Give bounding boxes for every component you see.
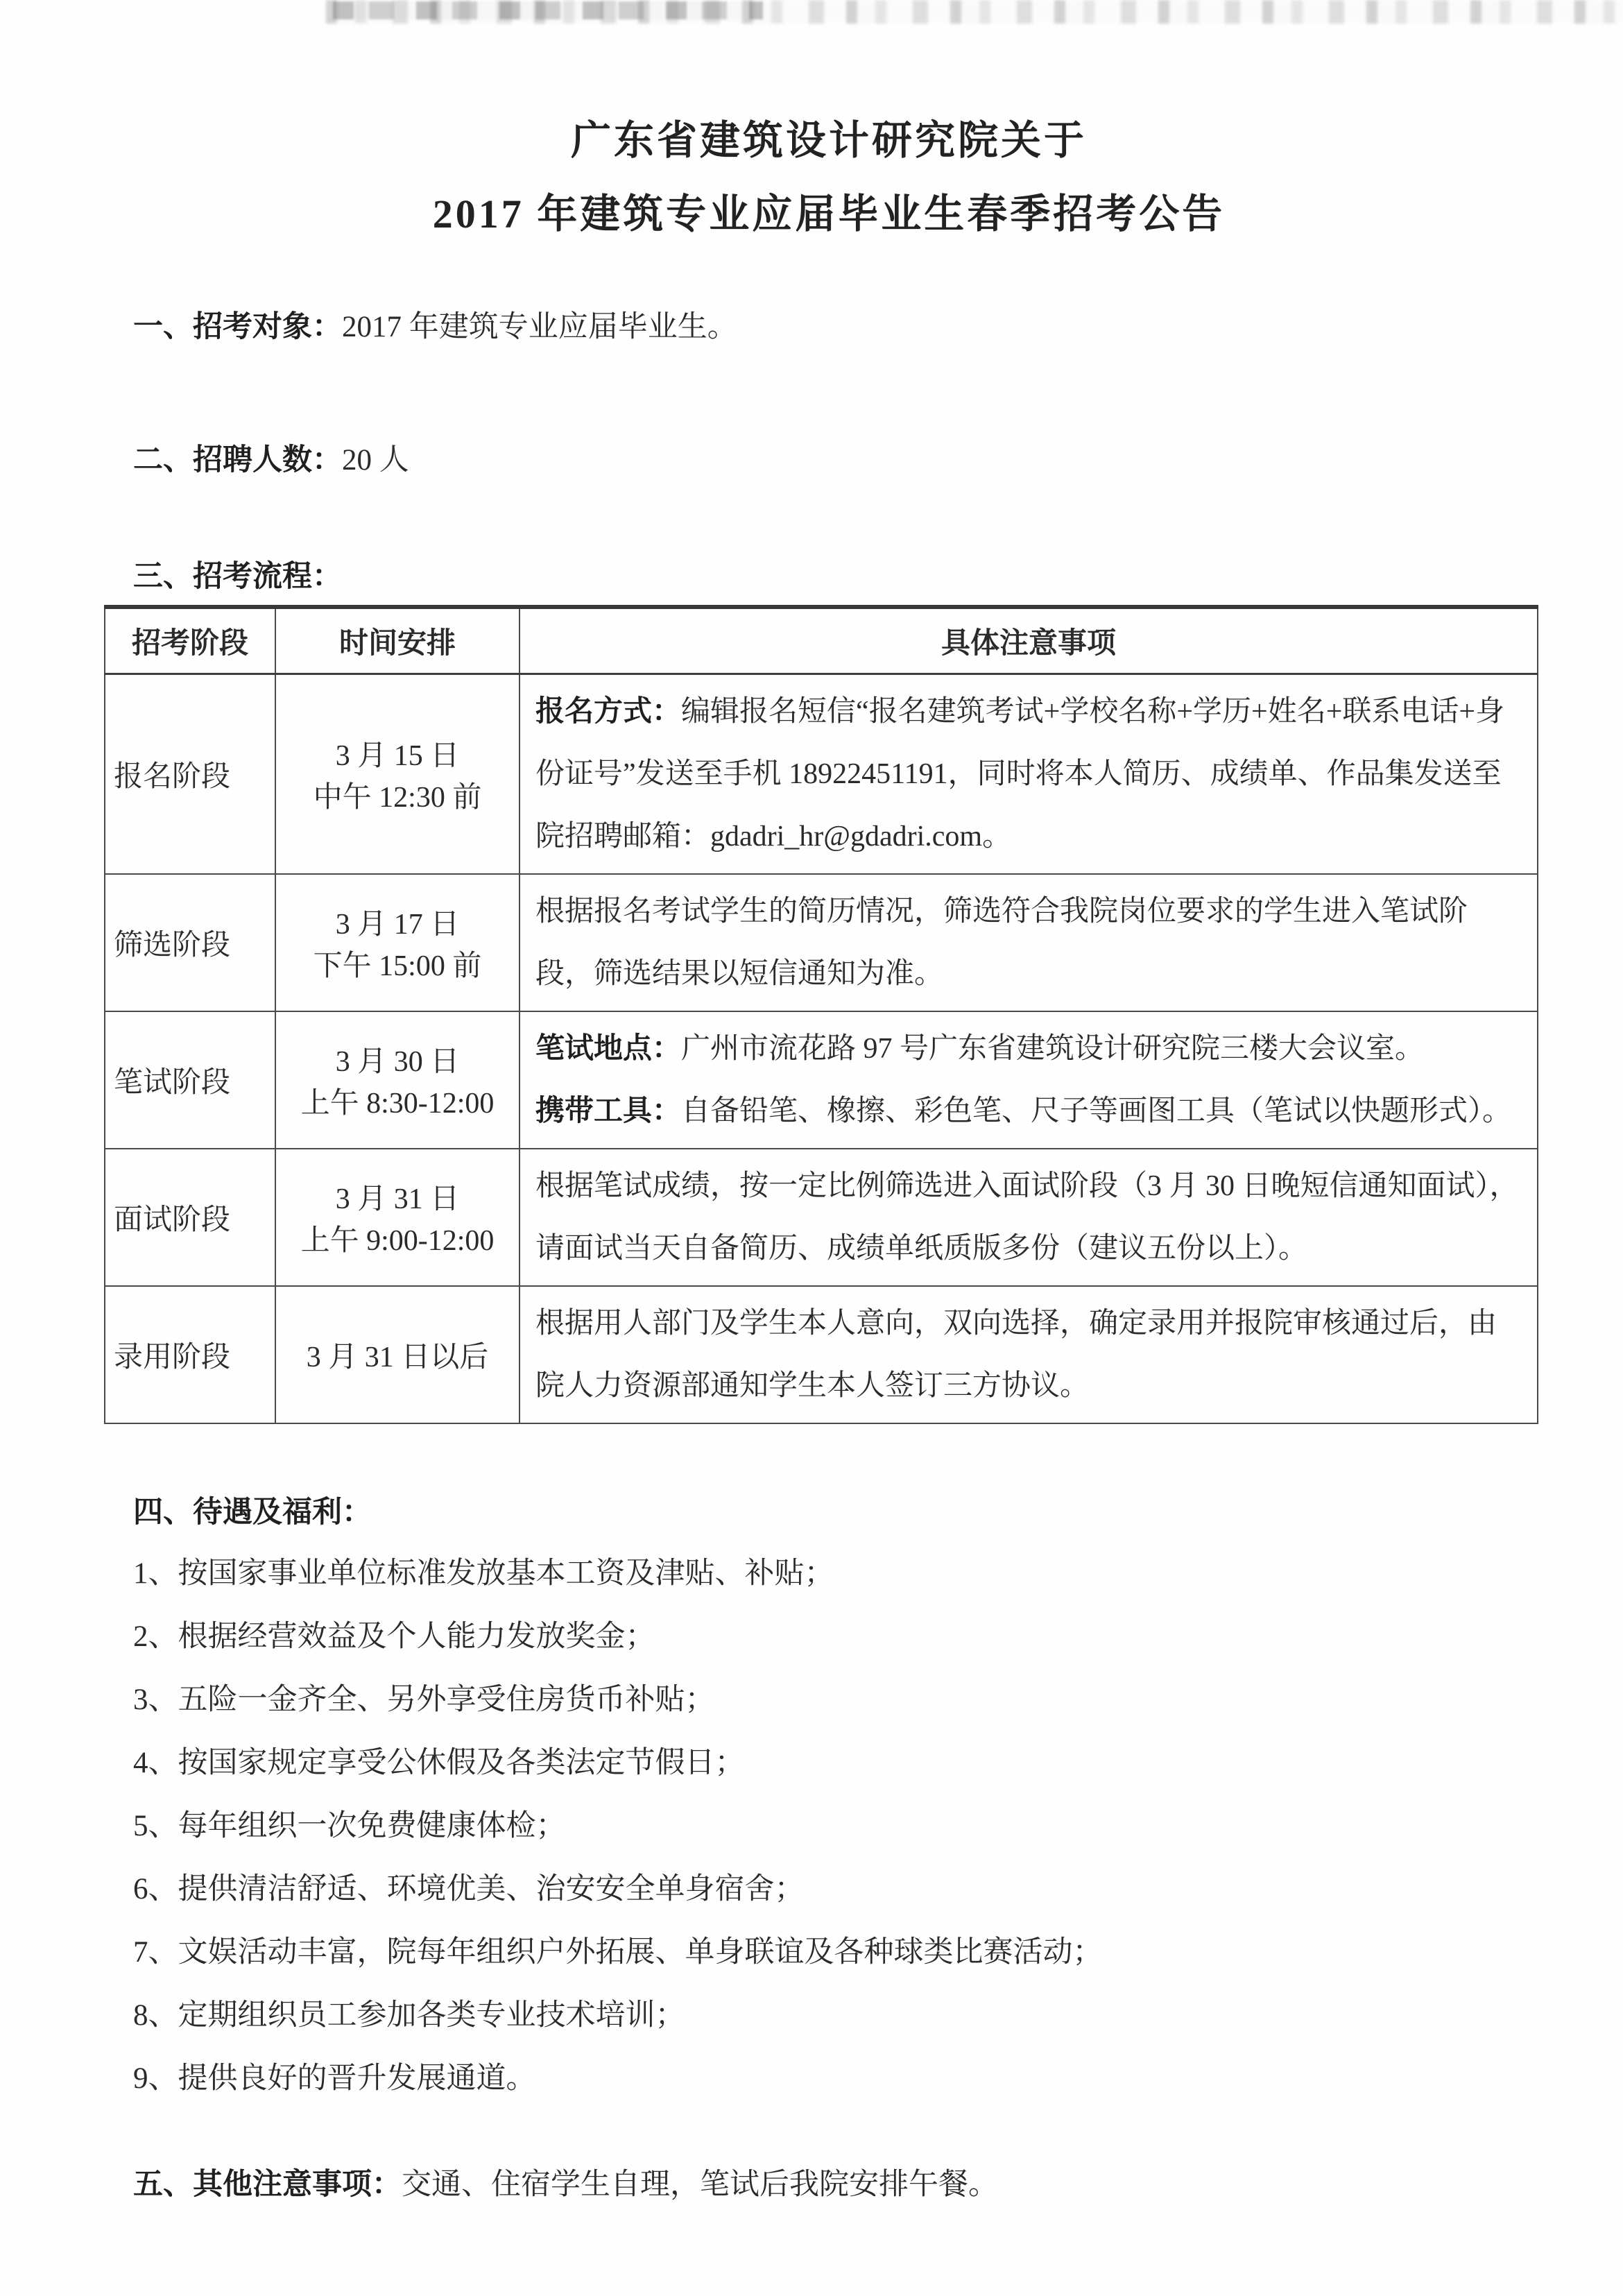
- detail-cell: [519, 1149, 1538, 1286]
- detail-cell: [519, 1011, 1538, 1149]
- recruitment-process-table: [104, 605, 1538, 1424]
- benefit-item: 2、根据经营效益及个人能力发放奖金；: [133, 1620, 655, 1653]
- benefit-item: 1、按国家事业单位标准发放基本工资及津贴、补贴；: [133, 1557, 834, 1590]
- stage-cell: 笔试阶段: [105, 1011, 275, 1149]
- detail-lead: 携带工具：: [535, 1095, 682, 1127]
- section-5-text: 交通、住宿学生自理，笔试后我院安排午餐。: [402, 2168, 998, 2201]
- table-row: [105, 1149, 1538, 1286]
- detail-text: 根据用人部门及学生本人意向，双向选择，确定录用并报院审核通过后，由院人力资源部通知学生本人签订三方协议。: [535, 1308, 1497, 1402]
- time-line: 下午 15:00 前: [313, 950, 482, 982]
- table-row: [105, 1286, 1538, 1423]
- section-1-label: 一、招考对象：: [133, 311, 342, 343]
- time-cell: [275, 1286, 519, 1423]
- detail-text: 根据报名考试学生的简历情况，筛选符合我院岗位要求的学生进入笔试阶段，筛选结果以短信通知为准。: [535, 896, 1468, 990]
- section-benefits-heading: [133, 1493, 1526, 1532]
- benefit-item: 4、按国家规定享受公休假及各类法定节假日；: [133, 1747, 745, 1779]
- time-cell: [275, 1149, 519, 1286]
- table-row: [105, 874, 1538, 1011]
- time-line: 中午 12:30 前: [313, 782, 482, 814]
- table-row: [105, 674, 1538, 875]
- scan-artifact: [333, 1, 763, 19]
- stage-cell: 筛选阶段: [105, 874, 275, 1011]
- benefit-item: 6、提供清洁舒适、环境优美、治安安全单身宿舍；: [133, 1873, 805, 1905]
- time-cell: [275, 1011, 519, 1149]
- header-time: 时间安排: [275, 607, 519, 674]
- detail-cell: [519, 874, 1538, 1011]
- time-line: 3 月 30 日: [335, 1046, 460, 1078]
- section-4-label: 四、待遇及福利：: [133, 1496, 372, 1529]
- detail-text: 自备铅笔、橡擦、彩色笔、尺子等画图工具（笔试以快题形式）。: [681, 1095, 1512, 1127]
- header-notes: 具体注意事项: [519, 607, 1538, 674]
- header-stage: 招考阶段: [105, 607, 275, 674]
- detail-text: 广州市流花路 97 号广东省建筑设计研究院三楼大会议室。: [681, 1033, 1425, 1065]
- benefit-item: 8、定期组织员工参加各类专业技术培训；: [133, 1999, 685, 2032]
- time-line: 上午 8:30-12:00: [300, 1088, 495, 1120]
- time-lines: [280, 1038, 515, 1122]
- detail-paragraph: [535, 1080, 1522, 1142]
- stage-cell: 报名阶段: [105, 674, 275, 875]
- time-line: 上午 9:00-12:00: [300, 1225, 495, 1257]
- time-lines: [280, 1176, 515, 1259]
- time-lines: [280, 1334, 515, 1376]
- section-2-label: 二、招聘人数：: [133, 444, 342, 477]
- detail-cell: [519, 1286, 1538, 1423]
- benefit-item: 3、五险一金齐全、另外享受住房货币补贴；: [133, 1684, 715, 1716]
- benefit-item: 9、提供良好的晋升发展通道。: [133, 2062, 536, 2095]
- section-other-notes: [133, 2166, 1526, 2204]
- section-5-label: 五、其他注意事项：: [133, 2168, 402, 2201]
- table-row: [105, 1011, 1538, 1149]
- benefit-item: 7、文娱活动丰富，院每年组织户外拓展、单身联谊及各种球类比赛活动；: [133, 1936, 1103, 1969]
- benefit-item: 5、每年组织一次免费健康体检；: [133, 1810, 566, 1842]
- detail-lead: 笔试地点：: [535, 1033, 682, 1065]
- time-line: 3 月 17 日: [335, 909, 460, 941]
- time-line: 3 月 15 日: [335, 740, 460, 772]
- time-lines: [280, 901, 515, 984]
- section-headcount: [133, 441, 1526, 480]
- title-line-1: 广东省建筑设计研究院关于: [570, 118, 1087, 163]
- stage-cell: 录用阶段: [105, 1286, 275, 1423]
- benefits-list: [133, 1542, 1623, 2110]
- section-recruit-target: [133, 308, 1526, 347]
- time-line: 3 月 31 日: [335, 1183, 460, 1215]
- section-3-label: 三、招考流程：: [133, 560, 342, 593]
- detail-text: 根据笔试成绩，按一定比例筛选进入面试阶段（3 月 30 日晚短信通知面试），请面试当天自备简历、成绩单纸质版多份（建议五份以上）。: [535, 1170, 1519, 1265]
- detail-text: 编辑报名短信“报名建筑考试+学校名称+学历+姓名+联系电话+身份证号”发送至手机 18922451191，同时将本人简历、成绩单、作品集发送至院招聘邮箱：gdadri_hr@gdadri.com。: [535, 696, 1505, 853]
- detail-lead: 报名方式：: [535, 696, 682, 728]
- time-cell: [275, 674, 519, 875]
- detail-paragraph: [535, 1018, 1522, 1080]
- section-process-heading: [133, 558, 1526, 597]
- table-header-row: [105, 607, 1538, 674]
- time-line: 3 月 31 日以后: [306, 1342, 489, 1373]
- time-cell: [275, 874, 519, 1011]
- section-2-text: 20 人: [342, 444, 409, 477]
- section-1-text: 2017 年建筑专业应届毕业生。: [342, 311, 737, 343]
- document-title: [0, 0, 1623, 239]
- time-lines: [280, 733, 515, 816]
- title-line-2: 2017 年建筑专业应届毕业生春季招考公告: [432, 191, 1226, 237]
- detail-cell: [519, 674, 1538, 875]
- stage-cell: 面试阶段: [105, 1149, 275, 1286]
